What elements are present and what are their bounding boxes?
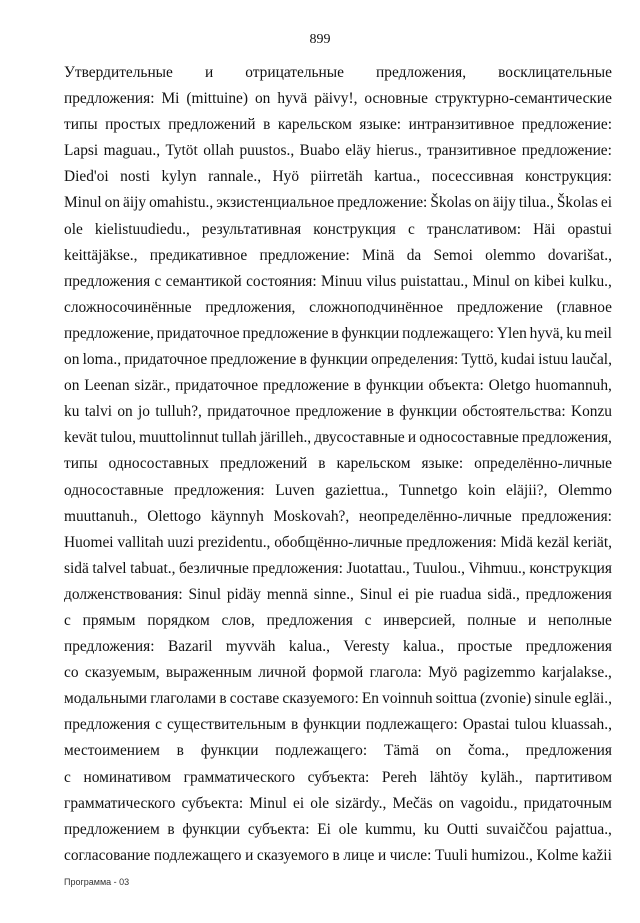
text-line: со сказуемым, выраженным личной формой глагола: Myö pagizemmo karjalakse., <box>64 664 612 682</box>
text-line: сложносочинённые предложения, сложноподчинённое предложение (главное <box>64 298 612 316</box>
text-line: предложения: Mi (mittuine) on hyvä päivy!, основные структурно-семантические <box>64 90 612 108</box>
text-line: модальными глаголами в составе сказуемого: En voinnuh soittua (zvonie) sinule egläi., <box>64 690 612 708</box>
text-line: с прямым порядком слов, предложения с инверсией, полные и неполные <box>64 611 612 629</box>
text-line: Huomei vallitah uuzi prezidentu., обобщённо-личные предложения: Midä kezäl keriät, <box>64 533 612 551</box>
text-line: Minul on äijy omahistu., экзистенциальное предложение: Školas on äijy tilua., Školas ei <box>64 194 612 212</box>
text-line: sidä talvel tabuat., безличные предложения: Juotattau., Tuulou., Vihmuu., конструкция <box>64 559 612 577</box>
text-line: типы односоставных предложений в карельском языке: определённо-личные <box>64 455 612 473</box>
text-line: долженствования: Sinul pidäy mennä sinne., Sinul ei pie ruadua sidä., предложения <box>64 585 612 603</box>
text-line: согласование подлежащего и сказуемого в лице и числе: Tuuli humizou., Kolme kažii <box>64 846 612 864</box>
text-line: Lapsi maguau., Tytöt ollah puustos., Buabo eläy hierus., транзитивное предложение: <box>64 142 612 160</box>
footer-label: Программа - 03 <box>64 877 130 887</box>
body-text <box>64 60 612 869</box>
text-line: muuttanuh., Olettogo käynnyh Moskovah?, неопределённо-личные предложения: <box>64 507 612 525</box>
text-line: предложением в функции субъекта: Ei ole kummu, ku Outti suvaiččou pajattua., <box>64 820 612 838</box>
page-number: 899 <box>309 32 331 47</box>
text-line: ku talvi on jo tulluh?, придаточное предложение в функции обстоятельства: Konzu <box>64 403 612 421</box>
text-line: ole kielistuudiedu., результативная конструкция с транслативом: Häi opastui <box>64 220 612 238</box>
text-line: предложения с существительным в функции подлежащего: Opastai tulou kluassah., <box>64 716 612 734</box>
text-line: on loma., придаточное предложение в функции определения: Tyttö, kudai istuu laučal, <box>64 351 612 369</box>
text-line: односоставные предложения: Luven gaziettua., Tunnetgo koin eläjii?, Olemmo <box>64 481 612 499</box>
text-line: on Leenan sizär., придаточное предложение в функции объекта: Oletgo huomannuh, <box>64 377 612 395</box>
text-line: предложения: Bazaril myvväh kalua., Veresty kalua., простые предложения <box>64 638 612 656</box>
text-line: kevät tulou, muuttolinnut tullah järilleh., двусоставные и односоставные предложения, <box>64 429 612 447</box>
text-line: keittäjäkse., предикативное предложение: Minä da Semoi olemmo dovarišat., <box>64 246 612 264</box>
text-line: Утвердительные и отрицательные предложения, восклицательные <box>64 64 612 81</box>
text-line: предложения с семантикой состояния: Minuu vilus puistattau., Minul on kibei kulku., <box>64 272 612 290</box>
text-line: с номинативом грамматического субъекта: Pereh lähtöy kyläh., партитивом <box>64 768 612 786</box>
text-line: грамматического субъекта: Minul ei ole sizärdy., Mečäs on vagoidu., придаточным <box>64 794 612 812</box>
text-line: типы простых предложений в карельском языке: интранзитивное предложение: <box>64 116 612 134</box>
text-line: предложение, придаточное предложение в функции подлежащего: Ylen hyvä, ku meil <box>64 324 612 342</box>
text-line: местоимением в функции подлежащего: Tämä on čoma., предложения <box>64 742 612 760</box>
text-line: Died'oi nosti kylyn rannale., Hyö piirretäh kartua., посессивная конструкция: <box>64 168 612 186</box>
